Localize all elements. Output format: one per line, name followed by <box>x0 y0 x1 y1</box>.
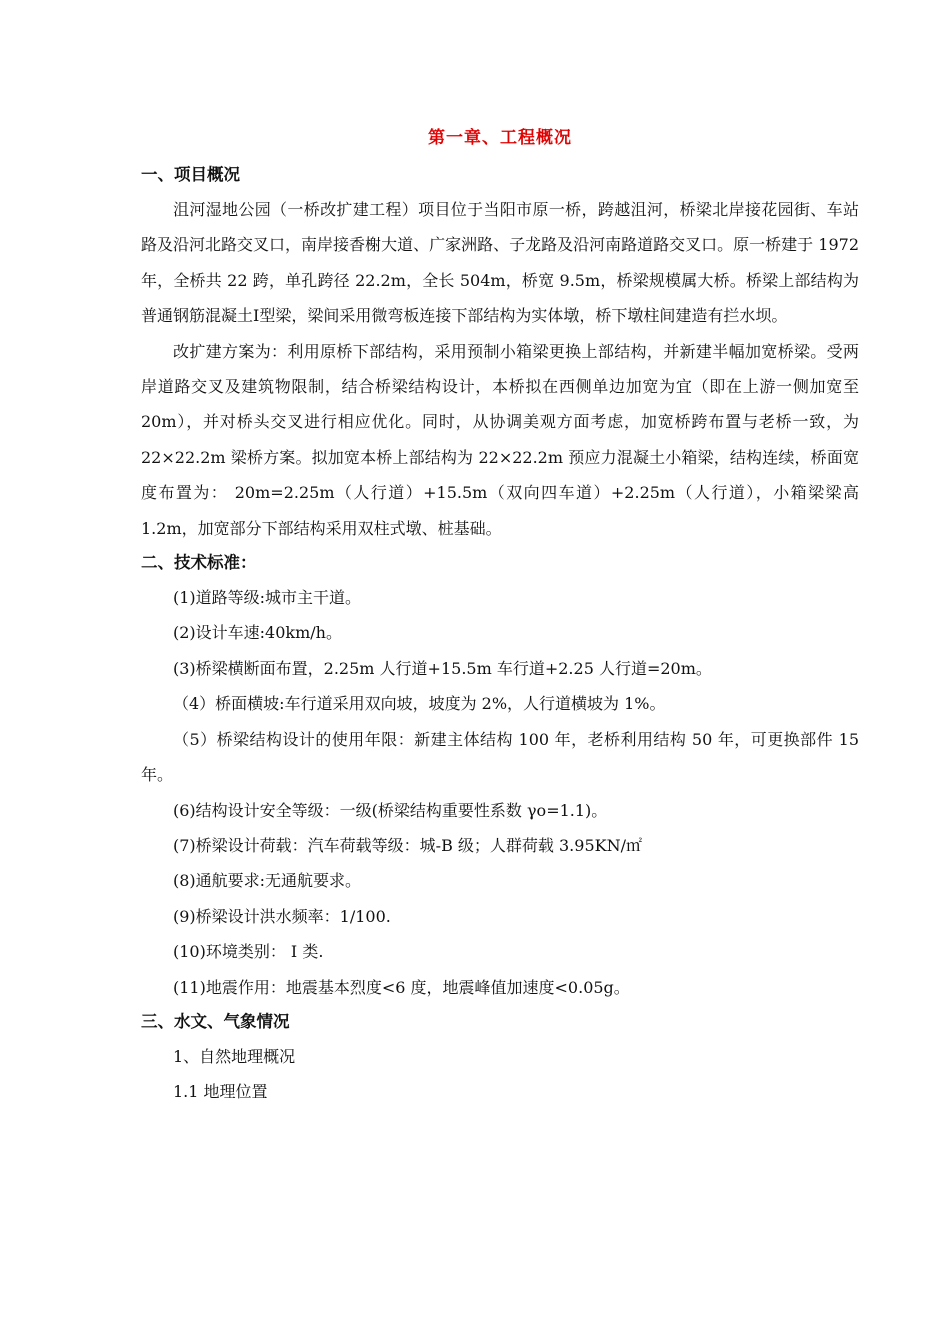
standard-item-cross-slope: （4）桥面横坡:车行道采用双向坡，坡度为 2%，人行道横坡为 1%。 <box>173 694 666 714</box>
standard-item-cross-section: (3)桥梁横断面布置，2.25m 人行道+15.5m 车行道+2.25 人行道=20m。 <box>173 658 712 678</box>
standard-item-design-speed: (2)设计车速:40km/h。 <box>173 623 342 643</box>
paragraph-project-location: 沮河湿地公园（一桥改扩建工程）项目位于当阳市原一桥，跨越沮河，桥梁北岸接花园街、车站路及沿河北路交叉口，南岸接香榭大道、广家洲路、子龙路及沿河南路道路交叉口。原一桥建于 1972 年，全桥共 22 跨，单孔跨径 22.2m，全长 504m，桥宽 9.5m，桥梁规模属大桥。桥梁上部结构为普通钢筋混凝土Ⅰ型梁，梁间采用微弯板连接下部结构为实体墩，桥下墩柱间建造有拦水坝。 <box>141 200 859 326</box>
section-heading-hydrology-climate: 三、水文、气象情况 <box>141 1011 290 1031</box>
standard-item-seismic: (11)地震作用：地震基本烈度<6 度，地震峰值加速度<0.05g。 <box>173 977 630 997</box>
standard-item-safety-grade: (6)结构设计安全等级：一级(桥梁结构重要性系数 γo=1.1)。 <box>173 800 608 820</box>
document-body <box>141 118 859 1110</box>
standard-item-service-life: （5）桥梁结构设计的使用年限：新建主体结构 100 年，老桥利用结构 50 年，可更换部件 15 年。 <box>141 729 859 785</box>
subsection-natural-geography: 1、自然地理概况 <box>173 1046 296 1066</box>
subsection-geographic-location: 1.1 地理位置 <box>173 1082 268 1102</box>
section-heading-project-overview: 一、项目概况 <box>141 165 240 184</box>
chapter-title: 第一章、工程概况 <box>428 128 572 148</box>
standard-item-design-load: (7)桥梁设计荷载：汽车荷载等级：城-B 级；人群荷载 3.95KN/㎡ <box>173 835 642 855</box>
standard-item-environment-class: (10)环境类别： Ⅰ 类. <box>173 942 324 962</box>
standard-item-flood-frequency: (9)桥梁设计洪水频率：1/100. <box>173 906 391 926</box>
paragraph-expansion-plan: 改扩建方案为：利用原桥下部结构，采用预制小箱梁更换上部结构，并新建半幅加宽桥梁。受两岸道路交叉及建筑物限制，结合桥梁结构设计，本桥拟在西侧单边加宽为宜（即在上游一侧加宽至 20m），并对桥头交叉进行相应优化。同时，从协调美观方面考虑，加宽桥跨布置与老桥一致，为 22×22.2m 梁桥方案。拟加宽本桥上部结构为 22×22.2m 预应力混凝土小箱梁，结构连续，桥面宽度布置为： 20m=2.25m（人行道）+15.5m（双向四车道）+2.25m（人行道），小箱梁梁高 1.2m，加宽部分下部结构采用双柱式墩、桩基础。 <box>141 341 859 538</box>
section-heading-technical-standards: 二、技术标准： <box>141 553 257 573</box>
standard-item-road-grade: (1)道路等级:城市主干道。 <box>173 588 362 608</box>
standard-item-navigation: (8)通航要求:无通航要求。 <box>173 871 362 891</box>
